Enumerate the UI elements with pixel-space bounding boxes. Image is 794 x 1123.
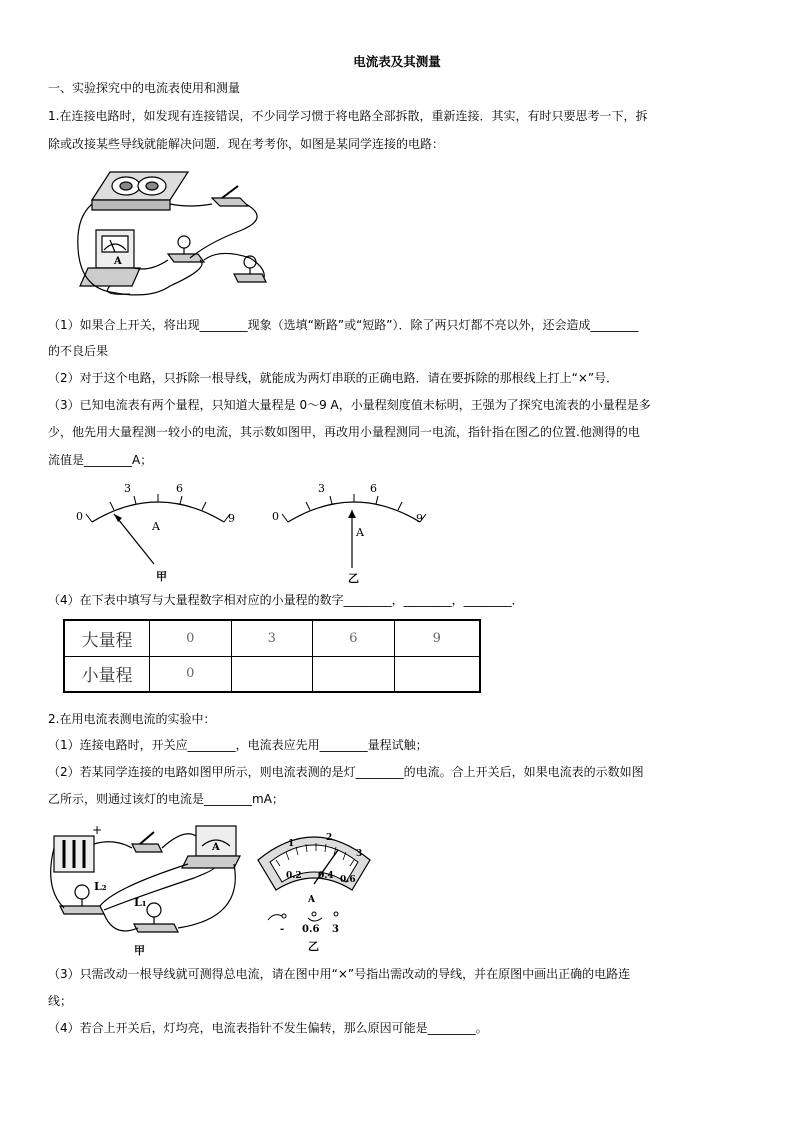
q2-part1: （1）连接电路时，开关应________，电流表应先用________量程试触； [48, 738, 428, 752]
meter-jia-tick-3: 3 [124, 482, 131, 495]
q2-meter-yi [252, 820, 378, 954]
lamp-l1-label: L₁ [134, 896, 147, 909]
q2-part4: （4）若合上开关后，灯均亮，电流表指针不发生偏转，那么原因可能是________。 [48, 1021, 488, 1035]
q2-part3-line1: （3）只需改动一根导线就可测得总电流，请在图中用“×”号指出需改动的导线，并在原图中画出正确的电路连 [48, 967, 631, 981]
q2-meter-top-tick-1: 1 [288, 839, 295, 849]
q2-stem: 2.在用电流表测电流的实验中： [48, 712, 216, 726]
meter-yi-tick-3: 3 [318, 482, 325, 495]
table-cell: 6 [313, 620, 395, 656]
q1-part3-line1: （3）已知电流表有两个量程，只知道大量程是 0～9 A，小量程刻度值未标明，王强为了探究电流表的小量程是多 [48, 398, 651, 412]
q2-meter-yi-label: 乙 [308, 940, 319, 953]
meter-jia [72, 478, 242, 586]
terminal-06: 0.6 [302, 924, 320, 935]
meter-yi-tick-9: 9 [416, 512, 423, 525]
q1-part2: （2）对于这个电路，只拆除一根导线，就能成为两灯串联的正确电路．请在要拆除的那根线上打上“×”号． [48, 371, 619, 385]
q2-meter-bottom-tick-06: 0.6 [340, 875, 356, 885]
q1-part3-line3: 流值是________A； [48, 453, 153, 467]
q1-part1-line2: 的不良后果 [48, 344, 109, 358]
q2-figure-jia-label: 甲 [134, 944, 145, 957]
q2-meter-top-tick-2: 2 [326, 833, 333, 843]
q2-circuit-figure [44, 818, 244, 958]
q1-circuit-figure [70, 168, 280, 306]
q2-meter-bottom-tick-02: 0.2 [286, 871, 302, 881]
svg-text:A: A [212, 842, 220, 853]
section-heading: 一、实验探究中的电流表使用和测量 [48, 81, 241, 95]
lamp-l2-label: L₂ [94, 880, 107, 893]
q2-meter-unit: A [308, 895, 315, 905]
q1-part4: （4）在下表中填写与大量程数字相对应的小量程的数字________，________，________． [48, 593, 524, 607]
range-table [63, 619, 481, 693]
table-cell: 3 [231, 620, 313, 656]
table-row [64, 656, 480, 692]
meter-jia-tick-9: 9 [228, 512, 235, 525]
q2-part3-line2: 线； [48, 994, 73, 1008]
q2-part2-line1: （2）若某同学连接的电路如图甲所示，则电流表测的是灯________的电流。合上开关后，如果电流表的示数如图 [48, 765, 644, 779]
svg-text:A: A [114, 256, 122, 267]
q1-stem-line2: 除或改接某些导线就能解决问题．现在考考你，如图是某同学连接的电路： [48, 137, 445, 151]
terminal-3: 3 [332, 924, 339, 935]
meter-jia-unit: A [152, 520, 160, 533]
meter-yi-tick-6: 6 [370, 482, 377, 495]
q1-part1-line1: （1）如果合上开关，将出现________现象（选填“断路”或“短路”）．除了两只灯都不亮以外，还会造成________ [48, 318, 639, 332]
table-header-large-range: 大量程 [64, 620, 150, 656]
q1-stem-line1: 1.在连接电路时，如发现有连接错误，不少同学习惯于将电路全部拆散，重新连接．其实，有时只要思考一下，拆 [48, 109, 648, 123]
terminal-minus: - [280, 924, 285, 935]
q1-part3-line2: 少，他先用大量程测一较小的电流，其示数如图甲，再改用小量程测同一电流，指针指在图乙的位置.他测得的电 [48, 425, 640, 439]
battery-plus: + [92, 823, 103, 837]
meter-jia-tick-6: 6 [176, 482, 183, 495]
meter-jia-tick-0: 0 [76, 510, 83, 523]
q2-part2-line2: 乙所示，则通过该灯的电流是________mA； [48, 792, 284, 806]
q2-meter-top-tick-3: 3 [356, 849, 363, 859]
table-header-small-range: 小量程 [64, 656, 150, 692]
meter-yi-tick-0: 0 [272, 510, 279, 523]
meter-yi-label: 乙 [348, 572, 359, 585]
q2-meter-bottom-tick-04: 0.4 [318, 871, 334, 881]
meter-yi [268, 478, 438, 586]
table-cell: 9 [394, 620, 480, 656]
table-row [64, 620, 480, 656]
table-cell: 0 [150, 656, 232, 692]
table-cell-blank[interactable] [313, 656, 395, 692]
table-cell-blank[interactable] [394, 656, 480, 692]
page-title: 电流表及其测量 [353, 54, 441, 69]
meter-yi-unit: A [356, 526, 364, 539]
table-cell: 0 [150, 620, 232, 656]
meter-jia-label: 甲 [156, 570, 167, 583]
table-cell-blank[interactable] [231, 656, 313, 692]
